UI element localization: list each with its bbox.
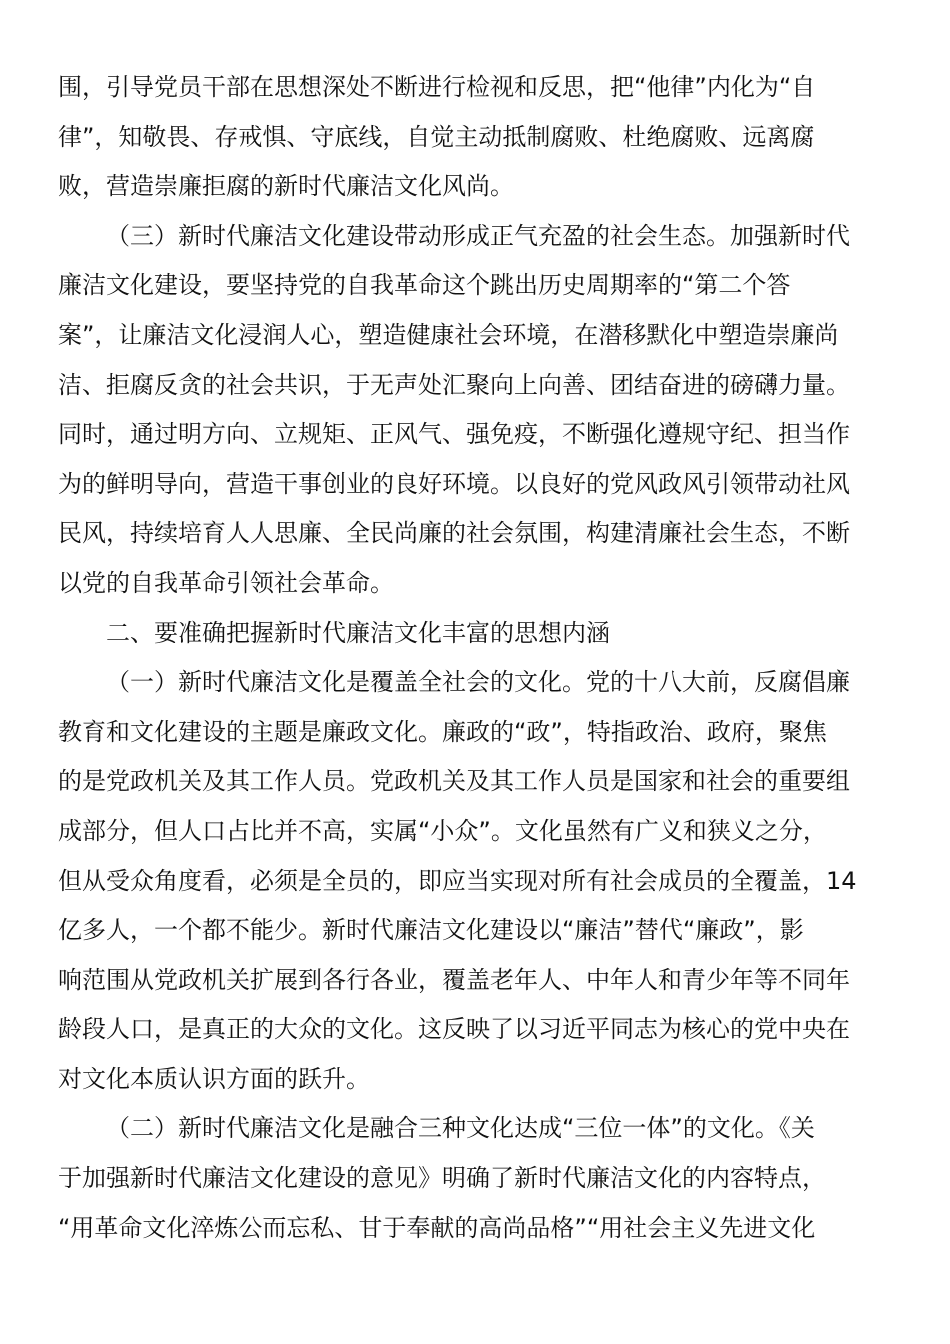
text-line: 洁、拒腐反贪的社会共识，于无声处汇聚向上向善、团结奋进的磅礴力量。: [58, 370, 850, 399]
document-page: [58, 63, 892, 1253]
text-line: 成部分，但人口占比并不高，实属“小众”。文化虽然有广义和狭义之分，: [58, 816, 827, 845]
text-line: 但从受众角度看，必须是全员的，即应当实现对所有社会成员的全覆盖，14: [58, 866, 857, 895]
text-line: 教育和文化建设的主题是廉政文化。廉政的“政”，特指政治、政府，聚焦: [58, 717, 827, 746]
text-line: 案”，让廉洁文化浸润人心，塑造健康社会环境，在潜移默化中塑造崇廉尚: [58, 320, 839, 349]
text-line: （二）新时代廉洁文化是融合三种文化达成“三位一体”的文化。《关: [106, 1114, 815, 1143]
paragraph-section-one: [58, 658, 892, 1104]
paragraph-continuation: [58, 63, 892, 212]
text-line: 对文化本质认识方面的跃升。: [58, 1064, 370, 1093]
text-line: 以党的自我革命引领社会革命。: [58, 568, 394, 597]
text-line: 民风，持续培育人人思廉、全民尚廉的社会氛围，构建清廉社会生态，不断: [58, 519, 850, 548]
text-line: 为的鲜明导向，营造干事创业的良好环境。以良好的党风政风引领带动社风: [58, 469, 850, 498]
text-line: “用革命文化淬炼公而忘私、甘于奉献的高尚品格”“用社会主义先进文化: [58, 1213, 816, 1242]
text-line: 响范围从党政机关扩展到各行各业，覆盖老年人、中年人和青少年等不同年: [58, 965, 850, 994]
text-line: 败，营造崇廉拒腐的新时代廉洁文化风尚。: [58, 172, 514, 201]
text-line: 龄段人口，是真正的大众的文化。这反映了以习近平同志为核心的党中央在: [58, 1015, 850, 1044]
text-line: 于加强新时代廉洁文化建设的意见》明确了新时代廉洁文化的内容特点，: [58, 1164, 826, 1193]
heading-text: 二、要准确把握新时代廉洁文化丰富的思想内涵: [106, 618, 610, 647]
paragraph-section-two: [58, 1104, 892, 1253]
text-line: 亿多人，一个都不能少。新时代廉洁文化建设以“廉洁”替代“廉政”，影: [58, 916, 804, 945]
text-line: 律”，知敬畏、存戒惧、守底线，自觉主动抵制腐败、杜绝腐败、远离腐: [58, 122, 815, 151]
text-line: 围，引导党员干部在思想深处不断进行检视和反思，把“他律”内化为“自: [58, 73, 816, 101]
text-line: （三）新时代廉洁文化建设带动形成正气充盈的社会生态。加强新时代: [106, 221, 850, 250]
text-line: 廉洁文化建设，要坚持党的自我革命这个跳出历史周期率的“第二个答: [58, 271, 791, 300]
section-heading: [58, 609, 892, 659]
text-line: 的是党政机关及其工作人员。党政机关及其工作人员是国家和社会的重要组: [58, 767, 850, 796]
text-line: （一）新时代廉洁文化是覆盖全社会的文化。党的十八大前，反腐倡廉: [106, 668, 850, 697]
text-line: 同时，通过明方向、立规矩、正风气、强免疫，不断强化遵规守纪、担当作: [58, 420, 850, 449]
paragraph-section-three: [58, 212, 892, 609]
